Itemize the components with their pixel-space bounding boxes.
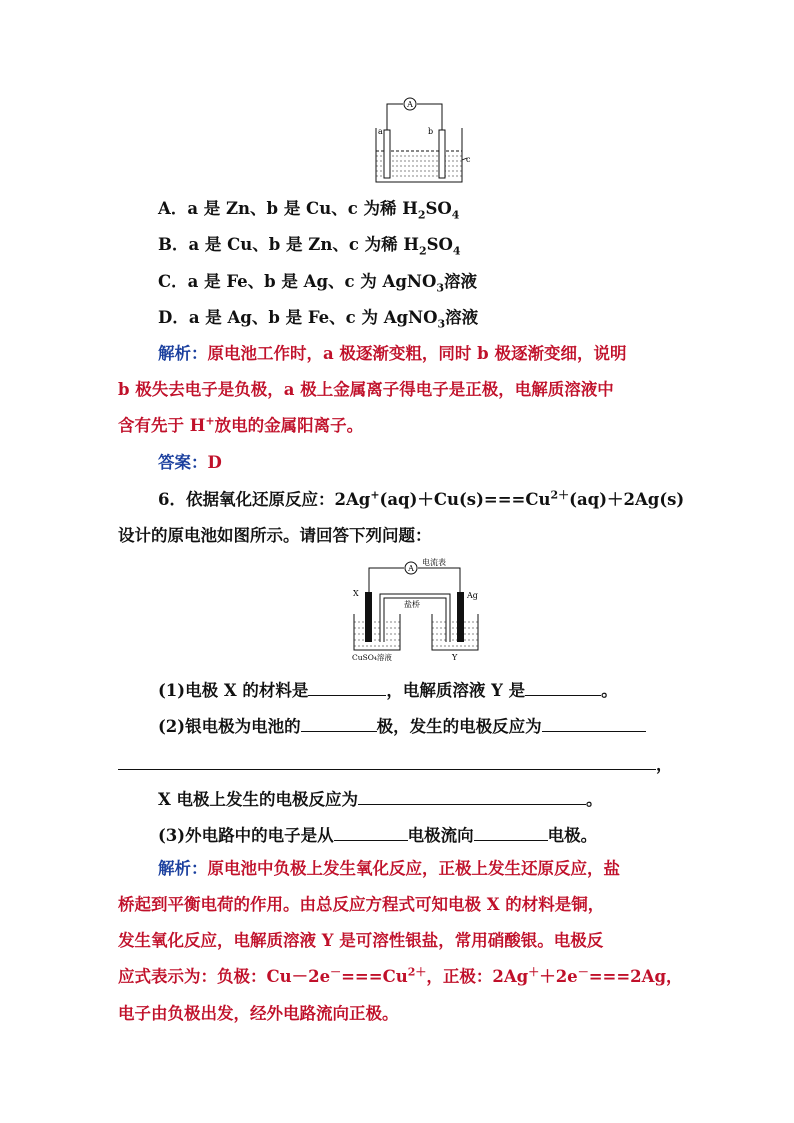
blank-6[interactable] xyxy=(358,787,586,805)
blank-3[interactable] xyxy=(301,714,377,732)
answer-1: 答案：D xyxy=(158,453,222,472)
sub-question-2: (2)银电极为电池的 极，发生的电极反应为 xyxy=(158,714,646,737)
label-y: Y xyxy=(452,653,458,662)
ammeter-symbol: A xyxy=(407,100,413,109)
analysis-2-line-1: 解析：原电池中负极上发生氧化反应，正极上发生还原反应，盐 xyxy=(158,859,620,878)
label-ag: Ag xyxy=(467,591,478,600)
question-6-line-2: 设计的原电池如图所示。请回答下列问题： xyxy=(118,526,432,545)
analysis-2-line-5: 电子由负极出发，经外电路流向正极。 xyxy=(118,1004,399,1023)
galvanic-cell-figure-1 xyxy=(370,96,470,186)
sub-question-3: (3)外电路中的电子是从 电极流向 电极。 xyxy=(158,823,597,846)
sub-question-1: (1)电极 X 的材料是 ，电解质溶液 Y 是 。 xyxy=(158,678,618,701)
salt-bridge-cell-figure xyxy=(348,556,488,664)
salt-bridge-label: 盐桥 xyxy=(404,600,420,609)
electrode-b xyxy=(439,130,445,178)
analysis-2-line-4: 应式表示为：负极：$Cu-2e^-===Cu^{2+}$，正极：2Ag＋＋2e－===2Ag， xyxy=(118,965,683,986)
electrode-x xyxy=(365,592,372,642)
analysis-2-line-2: 桥起到平衡电荷的作用。由总反应方程式可知电极 X 的材料是铜， xyxy=(118,895,605,914)
blank-2[interactable] xyxy=(525,678,601,696)
blank-1[interactable] xyxy=(308,678,386,696)
option-b: B．a 是 Cu、b 是 Zn、c 为稀 $H_2SO_4$ xyxy=(158,235,461,258)
label-cuso4: CuSO₄溶液 xyxy=(352,653,392,662)
label-a: a xyxy=(378,127,383,136)
option-c: C．a 是 Fe、b 是 Ag、c 为 AgNO$_3$溶液 xyxy=(158,272,477,295)
blank-7[interactable] xyxy=(334,823,408,841)
electrode-ag xyxy=(457,592,464,642)
analysis-label-2: 解析： xyxy=(158,859,208,878)
analysis-1-line-1: 解析：原电池工作时，a 极逐渐变粗，同时 b 极逐渐变细，说明 xyxy=(158,344,627,363)
ammeter-symbol-2: A xyxy=(408,564,414,573)
question-6-line-1: 6．依据氧化还原反应：$2Ag^+(aq)+Cu(s)===Cu^{2+}(aq)+2Ag(s)$ xyxy=(158,488,685,509)
electrode-a xyxy=(384,130,390,178)
ammeter-label: 电流表 xyxy=(422,558,446,567)
label-b: b xyxy=(428,127,434,136)
blank-5[interactable] xyxy=(118,752,656,770)
blank-8[interactable] xyxy=(474,823,548,841)
analysis-1-line-2: b 极失去电子是负极，a 极上金属离子得电子是正极，电解质溶液中 xyxy=(118,380,614,399)
label-c: c xyxy=(466,155,471,164)
option-a: A．a 是 Zn、b 是 Cu、c 为稀 $H_2SO_4$ xyxy=(158,199,460,222)
sub-question-2-cont: ， xyxy=(118,752,673,775)
analysis-label: 解析： xyxy=(158,344,208,363)
blank-4[interactable] xyxy=(542,714,646,732)
option-d: D．a 是 Ag、b 是 Fe、c 为 AgNO$_3$溶液 xyxy=(158,308,479,331)
analysis-1-line-3: 含有先于 H+放电的金属阳离子。 xyxy=(118,414,364,435)
label-x: X xyxy=(353,589,359,598)
analysis-2-line-3: 发生氧化反应，电解质溶液 Y 是可溶性银盐，常用硝酸银。电极反 xyxy=(118,931,604,950)
sub-question-2-x: X 电极上发生的电极反应为 。 xyxy=(158,787,603,810)
